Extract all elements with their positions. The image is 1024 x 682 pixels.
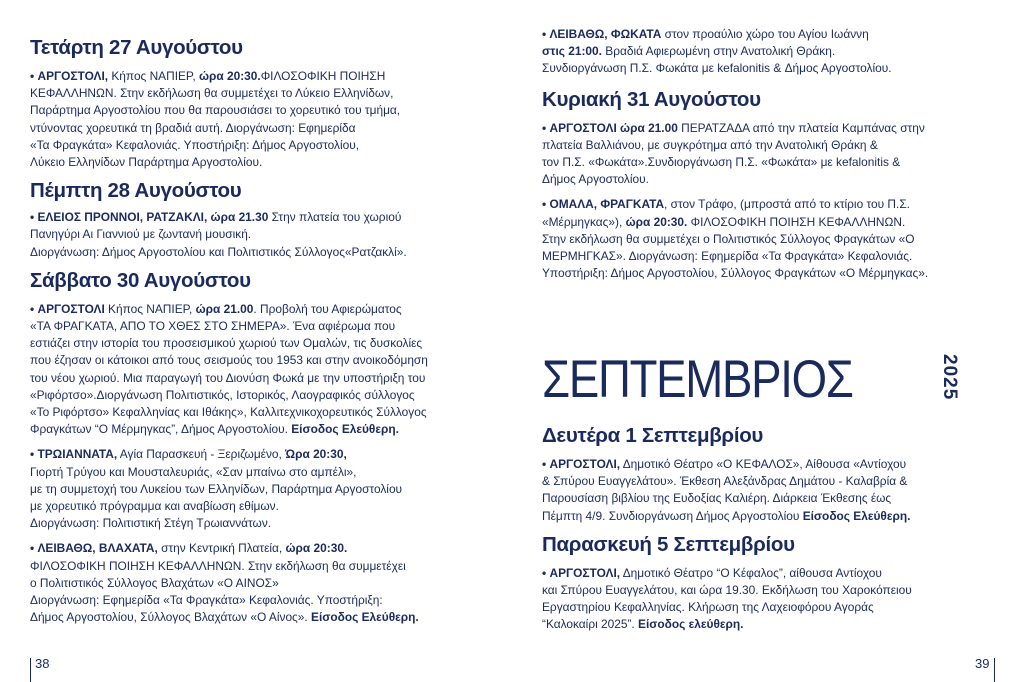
page-rule-right xyxy=(994,658,995,682)
event-text: Γιορτή Τρύγου και Μουσταλευριάς, «Σαν μπαίνω στο αμπέλι», xyxy=(30,464,357,479)
event-text: Εργαστηρίου Κεφαλληνίας. Κλήρωση της Λαχειοφόρου Αγοράς xyxy=(542,600,874,615)
right-page xyxy=(542,0,994,282)
event-eleios-thu xyxy=(30,209,488,261)
event-text: στην Κεντρική Πλατεία, xyxy=(157,541,286,556)
event-omala-fragkata-sun xyxy=(542,196,994,282)
bullet: • xyxy=(30,447,35,462)
event-troiannata-sat xyxy=(30,446,488,532)
event-text: Στην εκδήλωση θα συμμετέχει ο Πολιτιστικός Σύλλογος Φραγκάτων «Ο xyxy=(542,231,915,246)
event-text: με τη συμμετοχή του Λυκείου των Ελληνίδων, Παράρτημα Αργοστολίου xyxy=(30,481,403,496)
day-heading-mon-1: Δευτέρα 1 Σεπτεμβρίου xyxy=(542,424,764,447)
event-time: ώρα 20:30. xyxy=(625,214,688,229)
event-text: Λύκειο Ελληνίδων Παράρτημα Αργοστολίου. xyxy=(30,155,263,170)
event-time: ώρα 21.00 xyxy=(195,301,254,316)
event-text: Δημοτικό Θέατρο «Ο ΚΕΦΑΛΟΣ», Αίθουσα «Αντίοχου xyxy=(620,457,907,471)
event-time: Ώρα 20:30, xyxy=(285,447,347,462)
free-entry: Είσοδος Ελεύθερη. xyxy=(802,508,911,523)
event-text: Υποστήριξη: Δήμος Αργοστολίου, Σύλλογος Φραγκάτων «Ο Μέρμηγκας». xyxy=(542,266,929,281)
day-heading-thu-28: Πέμπτη 28 Αυγούστου xyxy=(30,179,242,203)
event-text: με χορευτικό πρόγραμμα και αναβίωση εθίμων. xyxy=(30,499,279,514)
event-text: και Σπύρου Ευαγγελάτου, και ώρα 19.30. Εκδήλωση του Χαροκόπειου xyxy=(542,583,912,598)
month-banner xyxy=(542,350,960,409)
day-heading-sat-30: Σάββατο 30 Αυγούστου xyxy=(30,268,251,292)
event-text: ο Πολιτιστικός Σύλλογος Βλαχάτων «Ο ΑΙΝΟΣ» xyxy=(30,575,279,590)
event-text: ΚΕΦΑΛΛΗΝΩΝ. Στην εκδήλωση θα συμμετέχει το Λύκειο Ελληνίδων, xyxy=(30,86,394,101)
bullet: • xyxy=(542,565,547,580)
free-entry: Είσοδος ελεύθερη. xyxy=(638,617,744,632)
event-text: τον Π.Σ. «Φωκάτα».Συνδιοργάνωση Π.Σ. «Φωκάτα» με kefalonitis & xyxy=(542,155,901,170)
bullet: • xyxy=(30,69,35,83)
day-heading-fri-5: Παρασκευή 5 Σεπτεμβρίου xyxy=(542,532,795,556)
event-text: Φραγκάτων “Ο Μέρμηγκας”, Δήμος Αργοστολίου. xyxy=(30,422,292,437)
free-entry: Είσοδος Ελεύθερη. xyxy=(311,610,419,625)
event-text: Κήπος ΝΑΠΙΕΡ, xyxy=(104,301,196,316)
event-place: ΑΡΓΟΣΤΟΛΙ, xyxy=(37,69,109,83)
event-text: «Ριφόρτσο».Διοργάνωση Πολιτιστικός, Ιστορικός, Λαογραφικός σύλλογος xyxy=(30,387,415,402)
event-time: ώρα 20:30. xyxy=(285,541,348,556)
event-text: Στην πλατεία του χωριού xyxy=(268,210,402,225)
event-argostoli-sun xyxy=(542,120,994,189)
event-text: Δήμος Αργοστολίου, Σύλλογος Βλαχάτων «Ο Αίνος». xyxy=(30,610,312,625)
event-text: Αγία Παρασκευή - Ξεριζωμένο, xyxy=(117,447,286,462)
event-text: Δήμος Αργοστολίου. xyxy=(542,172,649,187)
event-text: Βραδιά Αφιερωμένη στην Ανατολική Θράκη. xyxy=(601,44,836,59)
event-place: ΤΡΩΙΑΝΝΑΤΑ, xyxy=(37,447,118,462)
event-text: ΜΕΡΜΗΓΚΑΣ». Διοργάνωση: Εφημερίδα «Τα Φραγκάτα» Κεφαλονιάς. xyxy=(542,249,913,264)
day-heading-wed-27: Τετάρτη 27 Αυγούστου xyxy=(30,36,243,59)
bullet: • xyxy=(542,457,547,471)
page-number-left: 38 xyxy=(35,656,50,671)
event-place: ΛΕΙΒΑΘΩ, ΦΩΚΑΤΑ xyxy=(549,27,662,41)
event-text: , στον Τράφο, (μπροστά από το κτίριο του Π.Σ. xyxy=(664,197,910,212)
event-argostoli-sat xyxy=(30,301,488,439)
event-place: ΑΡΓΟΣΤΟΛΙ, xyxy=(549,457,621,471)
event-text: Διοργάνωση: Εφημερίδα «Τα Φραγκάτα» Κεφαλονιάς. Υποστήριξη: xyxy=(30,593,383,608)
event-argostoli-fri xyxy=(542,565,994,634)
day-heading-sun-31: Κυριακή 31 Αυγούστου xyxy=(542,87,761,111)
event-text: Παρουσίαση βιβλίου της Ευδοξίας Καλιέρη. Διάρκεια Έκθεσης έως xyxy=(542,491,892,506)
event-text: «Μέρμηγκας»), xyxy=(542,214,626,229)
event-place: ΛΕΙΒΑΘΩ, ΒΛΑΧΑΤΑ, xyxy=(37,541,158,556)
bullet: • xyxy=(30,210,35,225)
event-text: “Καλοκαίρι 2025”. xyxy=(542,617,639,632)
event-time: ώρα 20:30. xyxy=(198,69,261,83)
event-text: Πέμπτη 4/9. Συνδιοργάνωση Δήμος Αργοστολίου xyxy=(542,508,803,523)
bullet: • xyxy=(542,120,547,135)
bullet: • xyxy=(542,197,547,212)
event-place: ΑΡΓΟΣΤΟΛΙ xyxy=(37,301,105,316)
left-page xyxy=(30,0,488,626)
event-text: «ΤΑ ΦΡΑΓΚΑΤΑ, ΑΠΟ ΤΟ ΧΘΕΣ ΣΤΟ ΣΗΜΕΡΑ». Ένα αφιέρωμα που xyxy=(30,319,396,334)
event-place: ΑΡΓΟΣΤΟΛΙ xyxy=(549,120,617,135)
month-year: 2025 xyxy=(939,354,960,401)
event-place: ΑΡΓΟΣΤΟΛΙ, xyxy=(549,565,621,580)
page-number-right: 39 xyxy=(975,656,990,671)
event-place: ΕΛΕΙΟΣ ΠΡΟΝΝΟΙ, ΡΑΤΖΑΚΛΙ, ώρα 21.30 xyxy=(37,210,269,225)
month-title: ΣΕΠΤΕΜΒΡΙΟΣ xyxy=(542,350,853,409)
event-text: του νέου χωριού. Μια παραγωγή του Διονύση Φωκά με την υποστήριξη του xyxy=(30,370,426,385)
event-text: Διοργάνωση: Δήμος Αργοστολίου και Πολιτιστικός Σύλλογος«Ρατζακλί». xyxy=(30,244,407,259)
event-text: & Σπύρου Ευαγγελάτου». Έκθεση Αλεξάνδρας Δηµάτου - Καλαβρία & xyxy=(542,474,908,489)
event-text: Κήπος ΝΑΠΙΕΡ, xyxy=(108,69,199,83)
event-text: ΠΕΡΑΤΖΑΔΑ από την πλατεία Καμπάνας στην xyxy=(677,120,925,135)
bullet: • xyxy=(542,27,547,41)
event-leivatho-fokata xyxy=(542,26,994,78)
event-text: Δημοτικό Θέατρο “Ο Κέφαλος”, αίθουσα Αντίοχου xyxy=(620,565,882,580)
event-text: ΦΙΛΟΣΟΦΙΚΗ ΠΟΙΗΣΗ xyxy=(260,69,386,83)
event-argostoli-wed xyxy=(30,68,488,171)
event-text: . Προβολή του Αφιερώματος xyxy=(253,301,402,316)
event-text: «Το Ριφόρτσο» Κεφαλληνίας και Ιθάκης», Καλλιτεχνικοχορευτικός Σύλλογος xyxy=(30,405,427,420)
event-text: Διοργάνωση: Πολιτιστική Στέγη Τρωιαννάτων. xyxy=(30,516,272,531)
event-place: ΟΜΑΛΑ, ΦΡΑΓΚΑΤΑ xyxy=(549,197,665,212)
event-text: πλατεία Βαλλιάνου, με συγκρότημα από την Ανατολική Θράκη & xyxy=(542,137,878,152)
bullet: • xyxy=(30,541,35,556)
event-text: στον προαύλιο χώρο του Αγίου Ιωάννη xyxy=(661,27,869,41)
event-text: ΦΙΛΟΣΟΦΙΚΗ ΠΟΙΗΣΗ ΚΕΦΑΛΛΗΝΩΝ. Στην εκδήλωση θα συμμετέχει xyxy=(30,558,406,573)
event-text: Πανηγύρι Αι Γιαννιού με ζωντανή μουσική. xyxy=(30,227,252,242)
bullet: • xyxy=(30,301,35,316)
event-text: που έζησαν οι κάτοικοι από τους σεισμούς του 1953 και στην ανοικοδόμηση xyxy=(30,353,428,368)
event-text: «Τα Φραγκάτα» Κεφαλονιάς. Υποστήριξη: Δήμος Αργοστολίου, xyxy=(30,137,360,152)
event-argostoli-mon xyxy=(542,456,994,525)
page-rule-left xyxy=(30,658,31,682)
event-text: εστιάζει στην ιστορία του προσεισμικού χωριού των Ομαλών, τις δυσκολίες xyxy=(30,336,423,351)
event-time: ώρα 21.00 xyxy=(616,120,678,135)
event-leivatho-vlachata-sat xyxy=(30,540,488,626)
event-time: στις 21:00. xyxy=(542,44,602,59)
event-text: Παράρτημα Αργοστολίου που θα παρουσιάσει το χορευτικό του τμήμα, xyxy=(30,103,401,118)
free-entry: Είσοδος Ελεύθερη. xyxy=(291,422,399,437)
event-text: ΦΙΛΟΣΟΦΙΚΗ ΠΟΙΗΣΗ ΚΕΦΑΛΛΗΝΩΝ. xyxy=(687,214,906,229)
event-text: ντύνοντας χορευτικά τη βραδιά αυτή. Διοργάνωση: Εφημερίδα xyxy=(30,120,356,135)
event-text: Συνδιοργάνωση Π.Σ. Φωκάτα με kefalonitis & Δήμος Αργοστολίου. xyxy=(542,61,892,76)
september-section xyxy=(542,424,994,634)
